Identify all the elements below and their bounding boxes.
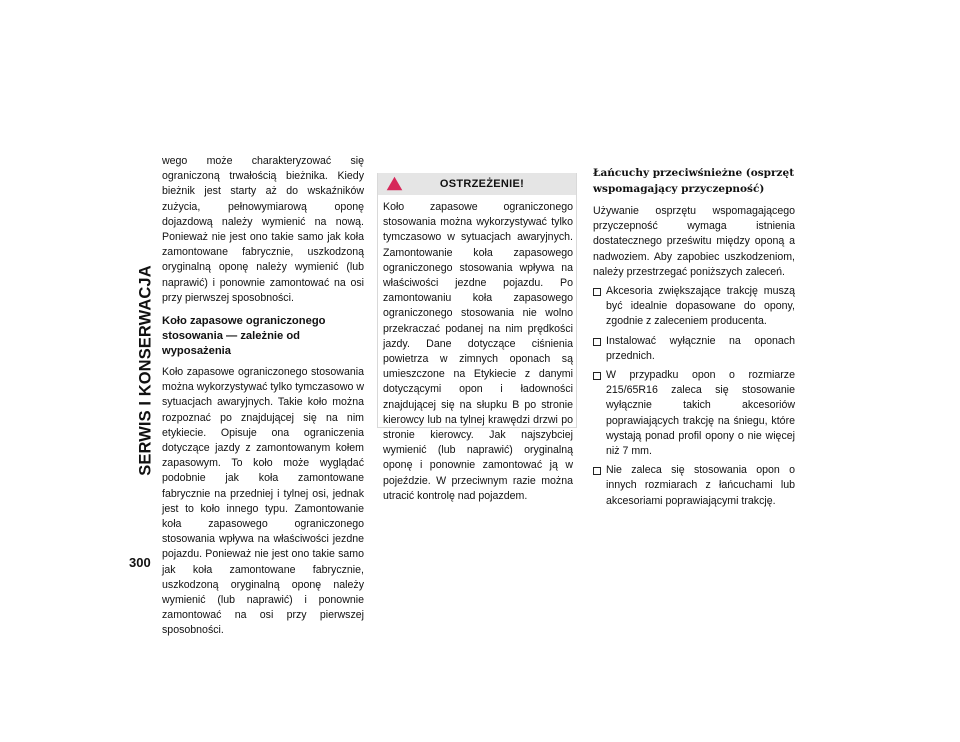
square-bullet-icon [593,372,601,380]
list-item: Instalować wyłącznie na oponach przednich. [593,334,795,364]
list-item: Nie zaleca się stosowania opon o innych rozmiarach z łańcuchami lub akcesoriami poprawiającymi trakcję. [593,463,795,509]
warning-triangle-icon [386,176,403,191]
square-bullet-icon [593,288,601,296]
section-side-title [134,172,158,568]
page-number: 300 [129,555,151,570]
snow-chains-list [593,284,795,509]
list-item: Akcesoria zwiększające trakcję muszą być idealnie dopasowane do opony, zgodnie z zaleceniem producenta. [593,284,795,330]
warning-body: Koło zapasowe ograniczonego stosowania można wykorzystywać tylko tymczasowo w sytuacjach awaryjnych. Zamontowanie koła zapasowego ograniczonego stosowania wpływa na właściwości jezdne pojazdu. Po zamontowaniu koła zapasowego ograniczonego stosowania nie wolno przekraczać podanej na nim prędkości jazdy. Dane dotyczące ciśnienia powietrza w zimnych oponach są umieszczone na Etykiecie z danymi dotyczącymi opon i ładowności znajdującej się na słupku B po stronie kierowcy lub na tylnej krawędzi drzwi po stronie kierowcy. Jak najszybciej wymienić (lub naprawić) oryginalną oponę i ponownie zamontować ją w pojeździe. W przeciwnym razie można utracić kontrolę nad pojazdem. [383,201,573,502]
intro-paragraph: wego może charakteryzować się ograniczoną trwałością bieżnika. Kiedy bieżnik jest starty aż do wskaźników zużycia, pełnowymiarową oponę dojazdową należy wymienić na nową. Ponieważ nie jest ono takie samo jak koła zamontowane fabrycznie, uszkodzoną oryginalną oponę należy wymienić (lub naprawić) i ponownie zamontować na osi przy pierwszej sposobności. [162,155,364,304]
warning-box [377,173,577,502]
square-bullet-icon [593,467,601,475]
warning-header [378,173,576,195]
section-title-text: SERWIS I KONSERWACJA [136,264,155,476]
snow-chains-heading: Łańcuchy przeciwśnieżne (osprzęt wspomagający przyczepność) [593,167,795,195]
spare-wheel-paragraph: Koło zapasowe ograniczonego stosowania można wykorzystywać tylko tymczasowo w sytuacjach awaryjnych. Takie koło można rozpoznać po znajdującej się na nim etykiecie. Opisuje ona ograniczenia dotyczące jazdy z zamontowanym kołem zapasowym. To koło może wyglądać podobnie jak koła zamontowane fabrycznie na przedniej i tylnej osi, jednak jest to koło innego typu. Zamontowanie koła zapasowego ograniczonego stosowania wpływa na właściwości jezdne pojazdu. Ponieważ nie jest ono takie samo jak koła zamontowane fabrycznie, uszkodzoną oryginalną oponę należy wymienić (lub naprawić) i ponownie zamontować na osi przy pierwszej sposobności. [162,366,364,637]
snow-chains-intro: Używanie osprzętu wspomagającego przyczepność wymaga istnienia dostatecznego prześwitu między oponą a nadwoziem. Aby zapobiec uszkodzeniom, należy przestrzegać poniższych zaleceń. [593,205,795,278]
square-bullet-icon [593,338,601,346]
left-column [162,154,364,639]
warning-title: OSTRZEŻENIE! [439,178,525,190]
spare-wheel-subheading: Koło zapasowe ograniczonego stosowania — zależnie od wyposażenia [162,315,326,358]
list-item: W przypadku opon o rozmiarze 215/65R16 zaleca się stosowanie wyłącznie takich akcesoriów poprawiających trakcję na śniegu, które wystają ponad profil opony o nie więcej niż 7 mm. [593,368,795,459]
right-column [593,166,795,513]
